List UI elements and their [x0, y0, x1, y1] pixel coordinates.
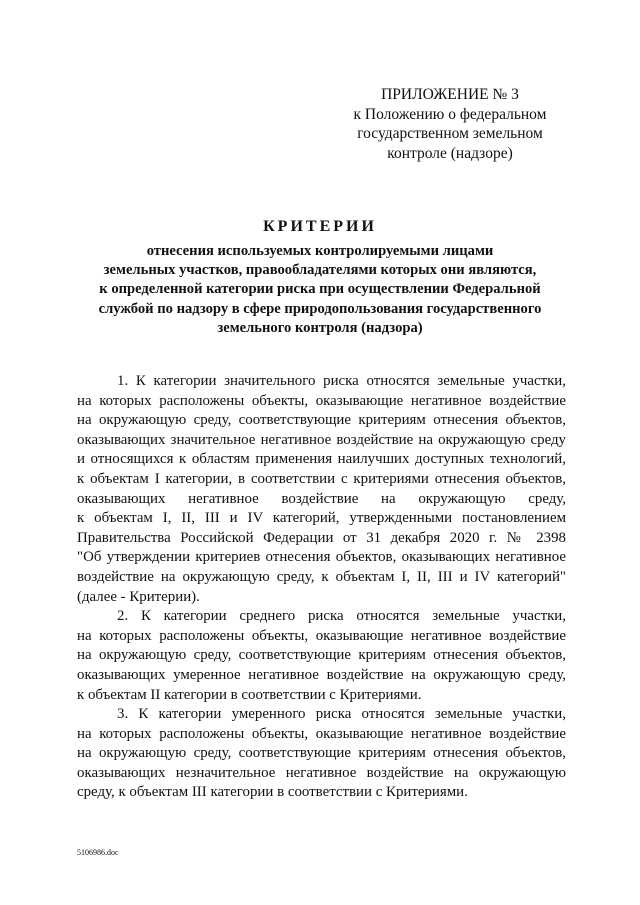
subtitle-line: земельных участков, правообладателями которых они являются, — [103, 262, 537, 279]
subtitle-line: службой по надзору в сфере природопользования государственного — [98, 300, 542, 317]
paragraph-line: оказывающих значительное негативное воздействие на окружающую среду — [77, 431, 566, 448]
appendix-number: ПРИЛОЖЕНИЕ № 3 — [381, 86, 519, 103]
paragraph-line: оказывающих негативное воздействие на окружающую среду, — [77, 490, 566, 507]
paragraph-line: на окружающую среду, соответствующие критериям отнесения объектов, — [77, 412, 566, 429]
paragraph-line: оказывающих незначительное негативное воздействие на окружающую — [77, 764, 566, 781]
subtitle-line: к определенной категории риска при осуществлении Федеральной — [99, 281, 541, 298]
paragraph-line: "Об утверждении критериев отнесения объектов, оказывающих негативное — [77, 549, 566, 566]
document-subtitle — [60, 242, 580, 338]
paragraph-line: на которых расположены объекты, оказывающие негативное воздействие — [77, 392, 566, 409]
paragraph-line: к объектам I, II, III и IV категорий, утвержденными постановлением — [77, 510, 566, 527]
paragraph-line: на которых расположены объекты, оказывающие негативное воздействие — [77, 725, 566, 742]
appendix-reference-line: государственном земельном — [357, 125, 543, 142]
paragraph-line: на окружающую среду, соответствующие критериям отнесения объектов, — [77, 647, 566, 664]
paragraph-line: к объектам I категории, в соответствии с критериями отнесения объектов, — [77, 470, 566, 487]
subtitle-line: отнесения используемых контролируемыми лицами — [146, 243, 494, 259]
paragraph-line: к объектам II категории в соответствии с Критериями. — [77, 686, 422, 703]
paragraph-line: воздействие на окружающую среду, к объектам I, II, III и IV категорий" — [77, 568, 566, 585]
paragraph-line: 3. К категории умеренного риска относятся земельные участки, — [117, 706, 566, 723]
paragraph-line: на которых расположены объекты, оказывающие негативное воздействие — [77, 627, 566, 644]
paragraph-1 — [77, 372, 566, 607]
appendix-header — [340, 85, 560, 163]
appendix-reference-line: к Положению о федеральном — [353, 105, 547, 123]
paragraph-line: на окружающую среду, соответствующие критериям отнесения объектов, — [77, 745, 566, 762]
subtitle-line: земельного контроля (надзора) — [217, 319, 423, 336]
appendix-reference-line: контроле (надзоре) — [387, 144, 513, 162]
paragraph-line: Правительства Российской Федерации от 31 декабря 2020 г. № 2398 — [77, 529, 566, 546]
paragraph-line: и относящихся к областям применения наилучших доступных технологий, — [77, 451, 566, 468]
paragraph-line: (далее - Критерии). — [77, 588, 200, 605]
paragraph-line: 2. К категории среднего риска относятся земельные участки, — [117, 608, 566, 625]
paragraph-2 — [77, 607, 566, 705]
paragraph-line: оказывающих умеренное негативное воздействие на окружающую среду, — [77, 666, 566, 683]
document-title: КРИТЕРИИ — [263, 218, 377, 235]
document-body — [77, 372, 566, 803]
paragraph-3 — [77, 705, 566, 803]
file-name-footer: 5106986.doc — [77, 848, 119, 857]
paragraph-line: 1. К категории значительного риска относятся земельные участки, — [117, 373, 566, 389]
paragraph-line: среду, к объектам III категории в соответствии с Критериями. — [77, 784, 468, 801]
